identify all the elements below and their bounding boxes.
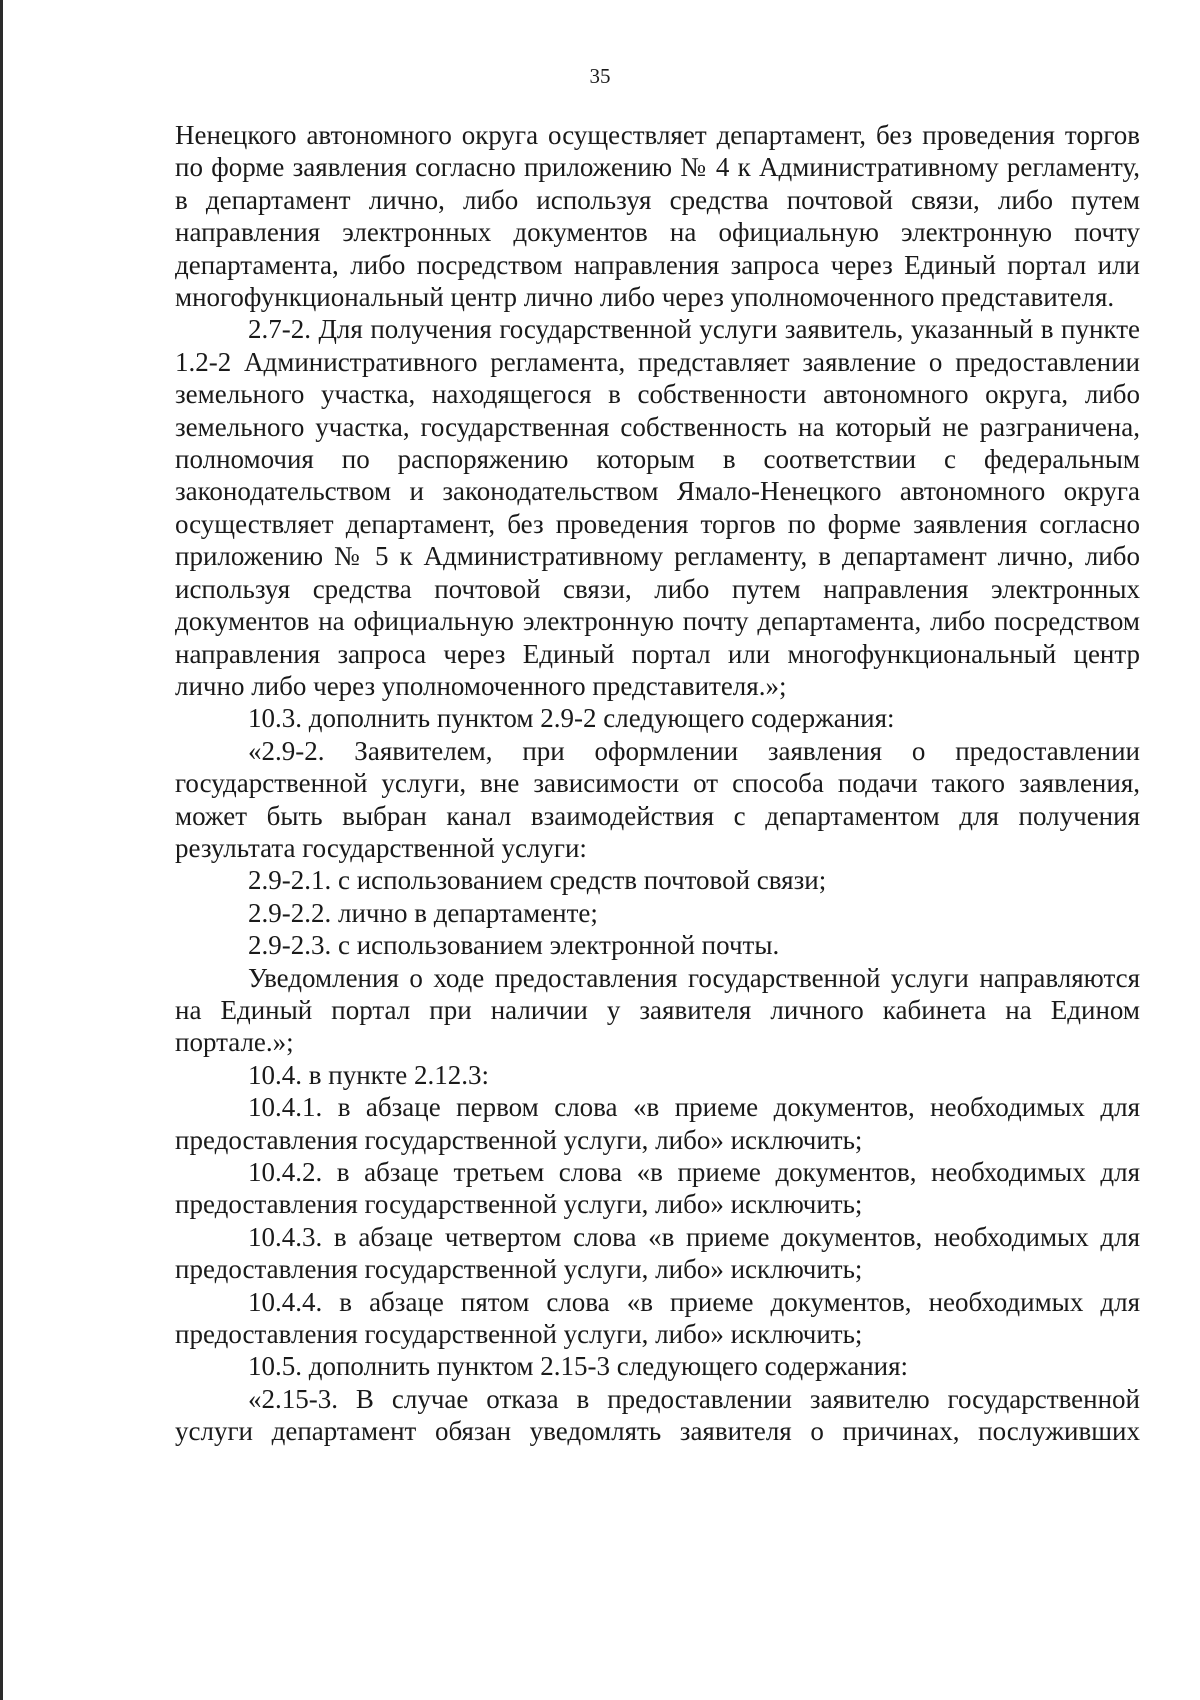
paragraph: 2.9-2.2. лично в департаменте; [248,897,598,928]
paragraph: «2.15-3. В случае отказа в предоставлении заявителю государственной услуги департамент обязан уведомлять заявителя о причинах, послуживших [175,1383,1140,1447]
paragraph: 10.4.1. в абзаце первом слова «в приеме документов, необходимых для предоставления государственной услуги, либо» исключить; [175,1092,1140,1155]
paragraph: 10.4. в пункте 2.12.3: [248,1059,489,1090]
paragraph: Уведомления о ходе предоставления государственной услуги направляются на Единый портал при наличии у заявителя личного кабинета на Едином портале.»; [175,962,1140,1058]
paragraph: 10.4.4. в абзаце пятом слова «в приеме документов, необходимых для предоставления государственной услуги, либо» исключить; [175,1286,1140,1350]
paragraph: 10.4.3. в абзаце четвертом слова «в приеме документов, необходимых для предоставления государственной услуги, либо» исключить; [175,1221,1140,1285]
paragraph: 2.9-2.3. с использованием электронной почты. [248,930,780,961]
paragraph: 2.9-2.1. с использованием средств почтовой связи; [248,865,827,896]
paragraph: Ненецкого автономного округа осуществляет департамент, без проведения торгов по форме заявления согласно приложению № 4 к Административному регламенту, в департамент лично, либо используя средства почтовой связи, либо путем направления электронных документов на официальную электронную почту департамента, либо посредством направления запроса через Единый портал или многофункциональный центр лично либо через уполномоченного представителя. [175,120,1140,313]
paragraph: 10.3. дополнить пунктом 2.9-2 следующего содержания: [248,703,895,734]
paragraph: 2.7-2. Для получения государственной услуги заявитель, указанный в пункте 1.2-2 Административного регламента, представляет заявление о предоставлении земельного участка, находящегося в собственности автономного округа, либо земельного участка, государственная собственность на который не разграничена, полномочия по распоряжению которым в соответствии с федеральным законодательством и законодательством Ямало-Ненецкого автономного округа осуществляет департамент, без проведения торгов по форме заявления согласно приложению № 5 к Административному регламенту, в департамент лично, либо используя средства почтовой связи, либо путем направления электронных документов на официальную электронную почту департамента, либо посредством направления запроса через Единый портал или многофункциональный центр лично либо через уполномоченного представителя.»; [175,314,1140,701]
paragraph: 10.4.2. в абзаце третьем слова «в приеме документов, необходимых для предоставления государственной услуги, либо» исключить; [175,1157,1140,1220]
document-body [175,119,1140,1448]
paragraph: «2.9-2. Заявителем, при оформлении заявления о предоставлении государственной услуги, вне зависимости от способа подачи такого заявления, может быть выбран канал взаимодействия с департаментом для получения результата государственной услуги: [175,735,1140,863]
page-number: 35 [589,64,611,88]
scan-left-edge [0,0,3,1700]
paragraph: 10.5. дополнить пунктом 2.15-3 следующего содержания: [248,1351,909,1382]
